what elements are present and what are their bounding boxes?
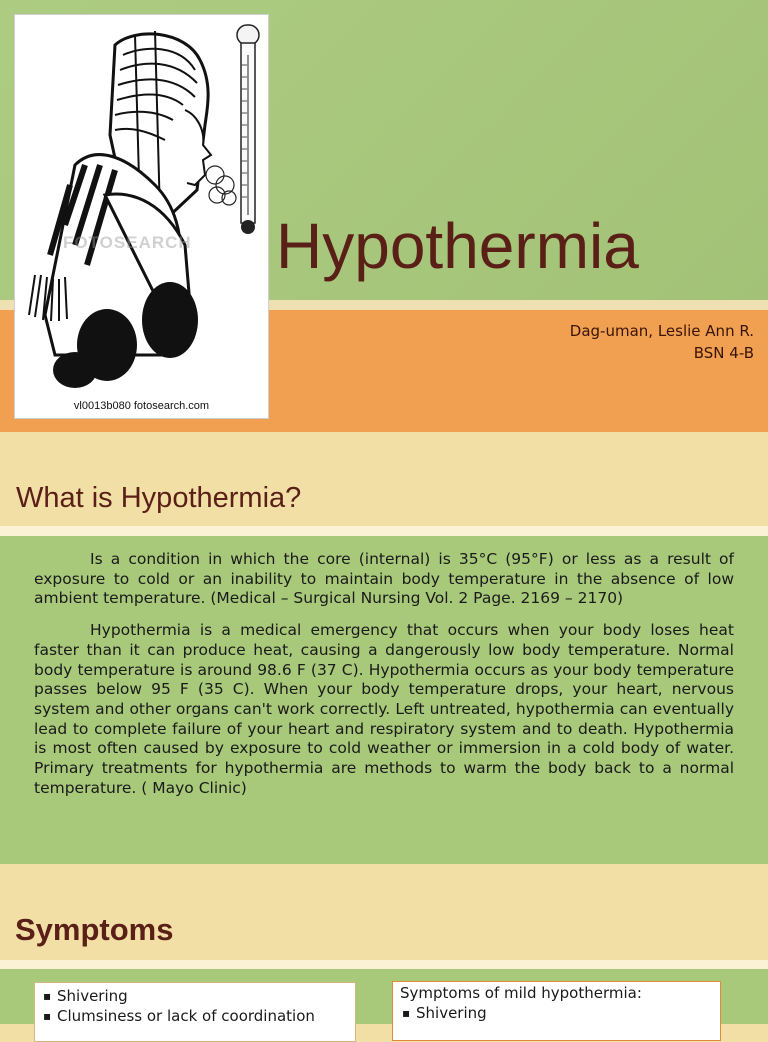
mild-symptoms-title: Symptoms of mild hypothermia: <box>400 984 642 1002</box>
section-title: What is Hypothermia? <box>16 482 302 514</box>
section-title: Symptoms <box>15 912 174 947</box>
author-section: BSN 4-B <box>693 344 754 362</box>
mild-symptoms-box <box>392 981 721 1041</box>
definition-slide <box>0 432 768 864</box>
slide-title: Hypothermia <box>276 210 639 282</box>
definition-paragraph-2: Hypothermia is a medical emergency that occurs when your body loses heat faster than it can produce heat, causing a dangerously low body temperature. Normal body temperature is around 98.6 F (37 C). Hypothermia occurs as your body temperature passes below 95 F (35 C). When your body temperature drops, your heart, nervous system and other organs can't work correctly. Left untreated, hypothermia can eventually lead to complete failure of your heart and respiratory system and to death. Hypothermia is most often caused by exposure to cold weather or immersion in a cold body of water. Primary treatments for hypothermia are methods to warm the body back to a normal temperature. ( Mayo Clinic) <box>34 621 734 797</box>
hypothermia-illustration <box>14 14 269 419</box>
list-item: ▪ Shivering <box>41 986 349 1006</box>
decorative-stripe <box>0 960 768 969</box>
symptoms-slide <box>0 864 768 1024</box>
photo-caption: vl0013b080 fotosearch.com <box>73 400 210 412</box>
author-name: Dag-uman, Leslie Ann R. <box>569 322 754 340</box>
definition-text <box>34 550 734 810</box>
author-block <box>570 320 754 364</box>
decorative-stripe <box>0 526 768 536</box>
watermark-text: FOTOSEARCH <box>63 233 192 252</box>
list-item: ▪ Shivering <box>400 1003 713 1023</box>
woman-in-winter-clothes-icon <box>15 15 268 395</box>
title-slide <box>0 0 768 432</box>
symptoms-list-box <box>34 982 356 1042</box>
list-item: ▪ Clumsiness or lack of coordination <box>41 1006 349 1026</box>
definition-paragraph-1: Is a condition in which the core (internal) is 35°C (95°F) or less as a result of exposure to cold or an inability to maintain body temperature in the absence of low ambient temperature. (Medical – Surgical Nursing Vol. 2 Page. 2169 – 2170) <box>34 550 734 608</box>
